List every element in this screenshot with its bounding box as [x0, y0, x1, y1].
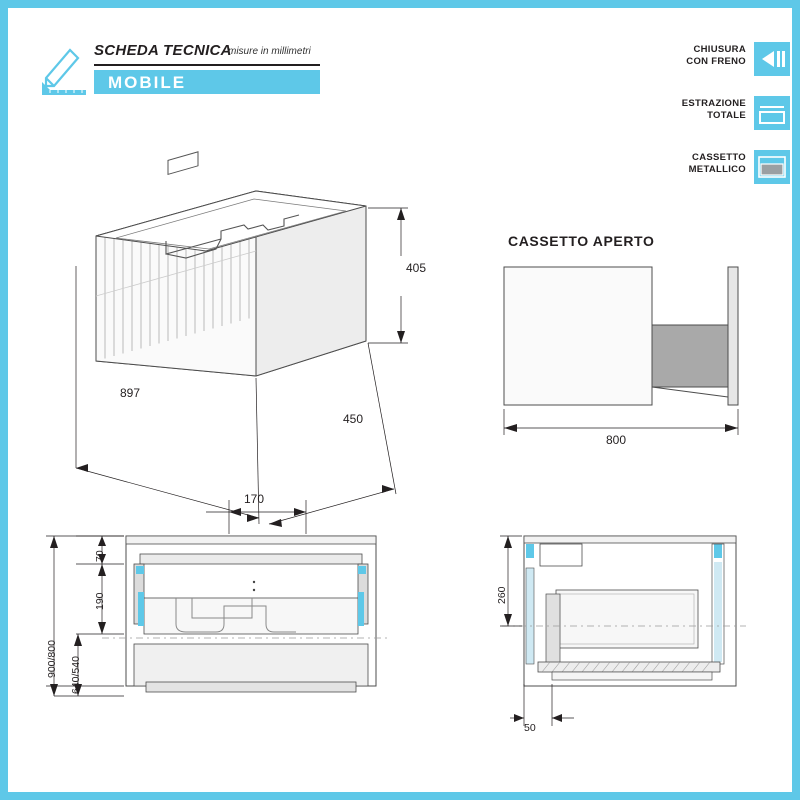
legend-label-line2: CON FRENO — [686, 56, 746, 67]
dim-label-260: 260 — [496, 586, 508, 604]
front-section-view — [16, 486, 416, 776]
page-title: SCHEDA TECNICA — [94, 42, 232, 59]
legend-item-metal-drawer — [640, 150, 790, 190]
legend-item-soft-close — [640, 42, 790, 82]
dim-label-50: 50 — [524, 722, 536, 734]
open-drawer-drawing — [486, 221, 800, 471]
header-rule — [94, 64, 320, 66]
front-section-drawing — [16, 486, 416, 776]
full-extraction-icon — [754, 96, 790, 130]
header-band-label: MOBILE — [108, 73, 187, 92]
dim-label-190: 190 — [94, 592, 106, 610]
perspective-view — [16, 146, 436, 446]
legend-label-line2: TOTALE — [707, 110, 746, 121]
side-section-view — [456, 486, 796, 776]
legend-label-line1: ESTRAZIONE — [681, 98, 746, 109]
ruler-pencil-icon — [40, 40, 88, 96]
page-subtitle: misure in millimetri — [228, 46, 311, 57]
dim-label-900-800: 900/800 — [46, 640, 58, 678]
legend — [640, 42, 790, 204]
legend-label-full-extraction — [646, 98, 746, 122]
header — [26, 24, 356, 96]
open-drawer-title: CASSETTO APERTO — [508, 233, 655, 249]
dim-label-extension: 800 — [606, 433, 627, 447]
legend-item-full-extraction — [640, 96, 790, 136]
legend-label-line1: CASSETTO — [692, 152, 746, 163]
perspective-drawing — [16, 146, 436, 446]
dim-label-640-540: 640/540 — [70, 656, 82, 694]
dim-label-70: 70 — [94, 550, 106, 562]
soft-close-icon — [754, 42, 790, 76]
dim-label-height: 405 — [406, 261, 427, 275]
dim-label-170: 170 — [244, 492, 265, 506]
dim-label-depth: 450 — [343, 412, 364, 426]
legend-label-soft-close — [646, 44, 746, 68]
legend-label-line1: CHIUSURA — [693, 44, 746, 55]
side-section-drawing — [456, 486, 796, 776]
legend-label-line2: METALLICO — [688, 164, 746, 175]
dim-label-width: 897 — [120, 386, 141, 400]
page-inner — [16, 16, 800, 800]
metal-drawer-icon — [754, 150, 790, 184]
open-drawer-view — [486, 221, 800, 471]
legend-label-metal-drawer — [646, 152, 746, 176]
